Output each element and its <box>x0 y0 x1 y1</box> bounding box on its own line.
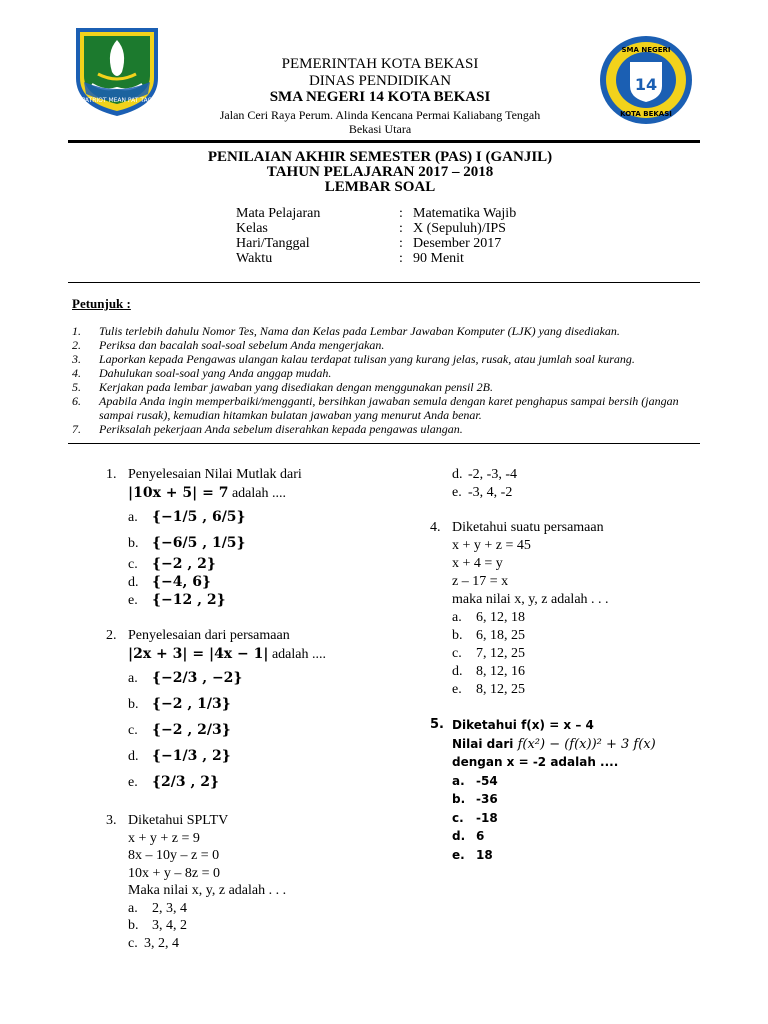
question-text: Diketahui suatu persamaan <box>452 520 604 535</box>
question-number: 1. <box>106 467 117 482</box>
option-value: -18 <box>476 810 498 825</box>
petunjuk-title: Petunjuk : <box>72 296 131 311</box>
exam-title2: TAHUN PELAJARAN 2017 – 2018 <box>266 164 494 180</box>
option-value: 8, 12, 25 <box>476 682 525 697</box>
option-label: b. <box>452 792 466 806</box>
option-value: {−4, 6} <box>152 574 211 590</box>
info-sep-time: : <box>399 251 403 266</box>
petunjuk-text: Periksa dan bacalah soal-soal sebelum Anda mengerjakan. <box>99 338 385 352</box>
question-number: 4. <box>430 520 441 535</box>
info-label-date: Hari/Tanggal <box>236 236 310 251</box>
option-value: {2/3 , 2} <box>152 774 219 790</box>
question-equation-line <box>128 646 326 664</box>
petunjuk-num: 4. <box>72 366 81 380</box>
option-label: c. <box>128 935 138 951</box>
option-label: e. <box>452 682 462 697</box>
right-logo-number: 14 <box>634 75 658 94</box>
option-label: b. <box>128 697 139 712</box>
option-value: {−2 , 1/3} <box>152 696 231 712</box>
petunjuk-num: 2. <box>72 338 81 352</box>
exam-title1: PENILAIAN AKHIR SEMESTER (PAS) I (GANJIL) <box>207 149 553 165</box>
petunjuk-num: 7. <box>72 422 81 436</box>
info-sep-date: : <box>399 236 403 251</box>
option-label: c. <box>452 646 462 661</box>
option-label: e. <box>128 775 138 790</box>
petunjuk-num: 5. <box>72 380 81 394</box>
option-value: 3, 4, 2 <box>152 918 187 933</box>
option-value: 3, 2, 4 <box>144 935 179 951</box>
question-equation-line <box>128 485 286 503</box>
question-number: 3. <box>106 813 117 828</box>
petunjuk-text: Apabila Anda ingin memperbaiki/mengganti, bersihkan jawaban semula dengan karet penghapus sampai bersih (jangan sampai rusak), kemudian hitamkan bulatan jawaban yang menurut Anda benar. <box>99 394 679 422</box>
info-divider <box>68 282 700 283</box>
left-logo-text: PATRIOT MEAN PAT TAO <box>81 97 153 104</box>
option-label: e. <box>128 593 138 608</box>
option-value: 6 <box>476 829 485 843</box>
option-label: d. <box>452 664 463 679</box>
option-label: d. <box>452 467 463 482</box>
petunjuk-text: Periksalah pekerjaan Anda sebelum diserahkan kepada pengawas ulangan. <box>99 422 463 436</box>
right-logo-bottom-text: KOTA BEKASI <box>620 110 672 118</box>
question-number: 5. <box>430 717 444 732</box>
info-sep-subject: : <box>399 206 403 221</box>
option-label: a. <box>128 510 138 525</box>
question-line: 10x + y – 8z = 0 <box>128 865 221 881</box>
question-tail: adalah .... <box>268 647 326 662</box>
question-tail: adalah .... <box>228 486 286 501</box>
option-value: {−2 , 2} <box>152 556 216 572</box>
header-line1: PEMERINTAH KOTA BEKASI <box>281 56 479 72</box>
info-value-class: X (Sepuluh)/IPS <box>413 221 506 236</box>
option-value: -2, -3, -4 <box>468 467 517 482</box>
option-value: {−2/3 , −2} <box>152 670 243 686</box>
option-value: -3, 4, -2 <box>468 485 513 500</box>
info-value-date: Desember 2017 <box>413 236 502 251</box>
info-label-subject: Mata Pelajaran <box>236 206 321 221</box>
option-label: a. <box>452 610 462 625</box>
option-value: 6, 18, 25 <box>476 628 525 643</box>
option-label: b. <box>128 918 139 933</box>
question-text: Penyelesaian Nilai Mutlak dari <box>128 467 302 482</box>
header-line2: DINAS PENDIDIKAN <box>308 73 452 89</box>
option-value: {−12 , 2} <box>152 592 226 608</box>
question-line: maka nilai x, y, z adalah . . . <box>452 592 609 607</box>
option-label: a. <box>452 773 465 788</box>
option-label: c. <box>128 557 138 572</box>
info-value-time: 90 Menit <box>413 251 464 266</box>
option-label: b. <box>128 536 139 551</box>
question-line: x + 4 = y <box>452 556 503 571</box>
question-line <box>452 735 656 755</box>
option-value: -36 <box>476 792 498 806</box>
option-value: 8, 12, 16 <box>476 664 525 679</box>
option-label: a. <box>128 671 138 686</box>
option-label: c. <box>452 810 464 825</box>
option-label: b. <box>452 628 463 643</box>
question-expression: f(x²) − (f(x))² + 3 f(x) <box>517 736 656 752</box>
question-text: Diketahui SPLTV <box>128 813 229 828</box>
option-label: d. <box>128 749 139 764</box>
petunjuk-num: 1. <box>72 324 81 338</box>
info-sep-class: : <box>399 221 403 236</box>
question-equation: |10x + 5| = 7 <box>128 485 229 501</box>
option-label: c. <box>128 723 138 738</box>
option-label: d. <box>128 575 139 590</box>
petunjuk-text: Tulis terlebih dahulu Nomor Tes, Nama dan Kelas pada Lembar Jawaban Komputer (LJK) yang disediakan. <box>99 324 620 338</box>
info-value-subject: Matematika Wajib <box>413 206 517 221</box>
question-line: x + y + z = 9 <box>128 830 200 846</box>
option-label: e. <box>452 847 465 862</box>
option-value: {−1/5 , 6/5} <box>152 509 246 525</box>
petunjuk-text: Dahulukan soal-soal yang Anda anggap mudah. <box>99 366 332 380</box>
question-line-prefix: Nilai dari <box>452 736 518 751</box>
option-value: {−6/5 , 1/5} <box>152 535 246 551</box>
header-address2: Bekasi Utara <box>348 122 412 136</box>
question-number: 2. <box>106 628 117 643</box>
question-line: x + y + z = 45 <box>452 538 531 553</box>
option-value: {−2 , 2/3} <box>152 722 231 738</box>
info-label-time: Waktu <box>236 251 273 266</box>
petunjuk-text: Kerjakan pada lembar jawaban yang disediakan dengan menggunakan pensil 2B. <box>99 380 493 394</box>
option-label: a. <box>128 900 138 916</box>
option-value: 2, 3, 4 <box>152 900 187 916</box>
petunjuk-text: Laporkan kepada Pengawas ulangan kalau terdapat tulisan yang kurang jelas, rusak, atau jumlah soal kurang. <box>99 352 635 366</box>
exam-title3: LEMBAR SOAL <box>324 179 436 195</box>
info-label-class: Kelas <box>236 221 268 236</box>
right-logo <box>596 32 696 128</box>
right-logo-top-text: SMA NEGERI <box>621 46 671 54</box>
school-name: SMA NEGERI 14 KOTA BEKASI <box>269 89 491 105</box>
question-line: z – 17 = x <box>452 574 509 589</box>
question-text: Diketahui f(x) = x – 4 <box>452 718 594 732</box>
option-value: {−1/3 , 2} <box>152 748 231 764</box>
question-line: 8x – 10y – z = 0 <box>128 848 220 863</box>
question-equation: |2x + 3| = |4x − 1| <box>128 646 269 662</box>
left-logo <box>70 22 164 118</box>
header-address1: Jalan Ceri Raya Perum. Alinda Kencana Permai Kaliabang Tengah <box>219 108 541 122</box>
option-value: 7, 12, 25 <box>476 646 525 661</box>
petunjuk-divider <box>68 443 700 444</box>
option-value: -54 <box>476 773 498 788</box>
option-value: 6, 12, 18 <box>476 610 525 625</box>
header-divider <box>68 140 700 143</box>
question-line: Maka nilai x, y, z adalah . . . <box>128 883 287 898</box>
question-line: dengan x = -2 adalah .... <box>452 755 619 769</box>
petunjuk-num: 6. <box>72 394 81 408</box>
option-label: e. <box>452 485 462 500</box>
petunjuk-num: 3. <box>72 352 81 366</box>
option-value: 18 <box>476 847 493 862</box>
question-text: Penyelesaian dari persamaan <box>128 628 290 643</box>
option-label: d. <box>452 829 466 843</box>
